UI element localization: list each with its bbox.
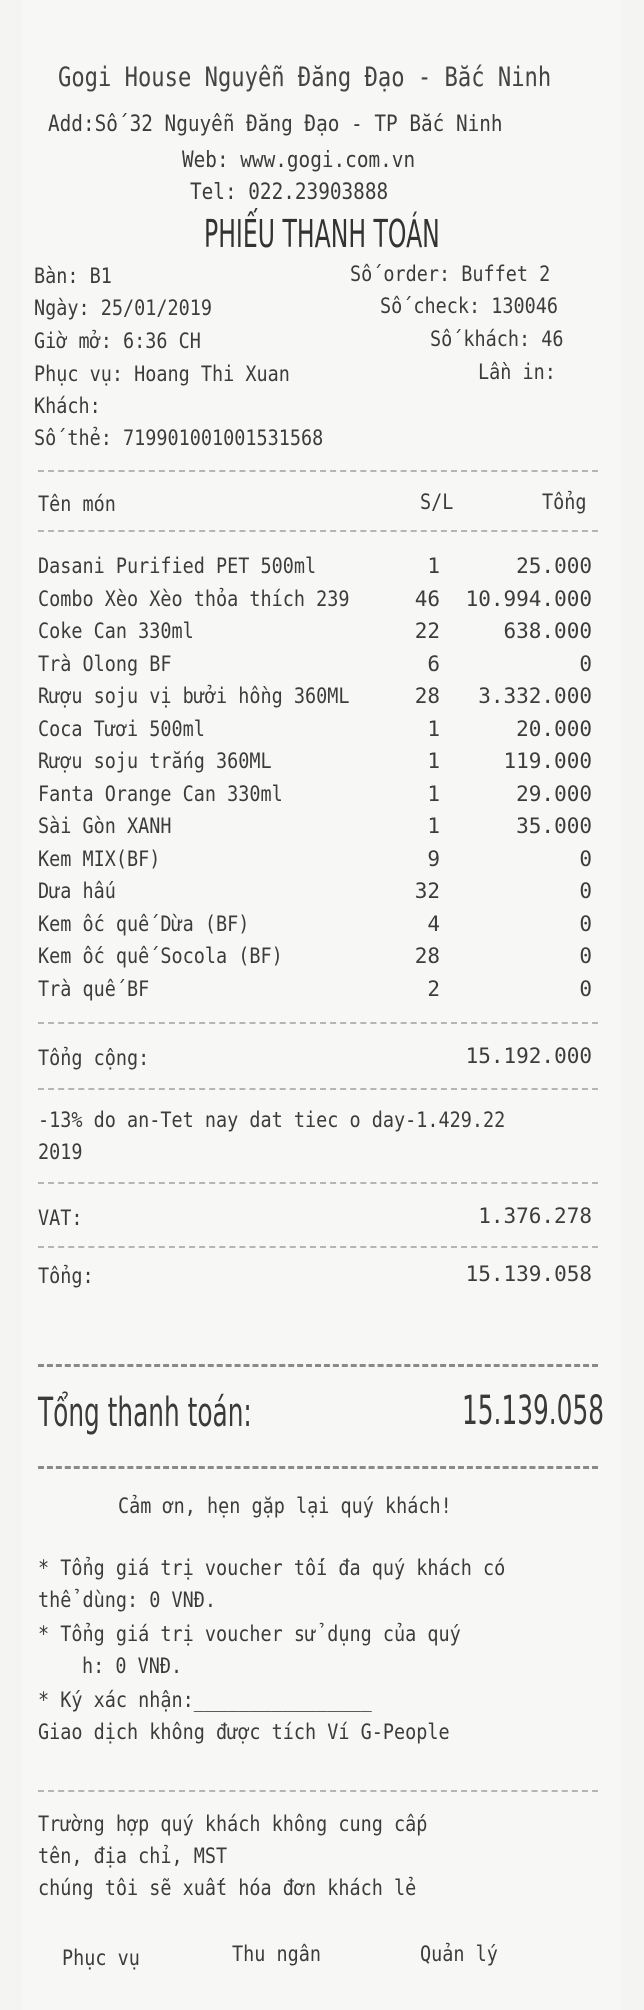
item-qty: 1 [427, 782, 440, 806]
item-name: Kem MIX(BF) [38, 847, 161, 871]
card-number: Số thẻ: 719901001001531568 [34, 426, 324, 450]
item-qty: 6 [427, 652, 440, 676]
subtotal-value: 15.192.000 [465, 1044, 592, 1068]
customer: Khách: [34, 394, 101, 418]
item-total: 0 [579, 879, 592, 903]
item-total: 638.000 [503, 619, 592, 643]
item-qty: 9 [427, 847, 440, 871]
item-qty: 22 [414, 619, 440, 643]
print-count: Lần in: [478, 360, 556, 384]
item-total: 3.332.000 [478, 684, 592, 708]
vat-value: 1.376.278 [478, 1204, 592, 1228]
item-total: 0 [579, 847, 592, 871]
store-web: Web: www.gogi.com.vn [182, 148, 416, 173]
total-value: 15.139.058 [465, 1262, 592, 1286]
grand-total-label: Tổng thanh toán: [38, 1390, 252, 1436]
guest-count: Số khách: 46 [430, 327, 564, 351]
open-time: Giờ mở: 6:36 CH [34, 329, 201, 353]
date: Ngày: 25/01/2019 [34, 296, 213, 320]
item-name: Trà quế BF [38, 977, 150, 1001]
item-qty: 1 [427, 749, 440, 773]
item-total: 0 [579, 912, 592, 936]
divider [38, 1790, 598, 1792]
invoice-note-2: tên, địa chỉ, MST [38, 1844, 228, 1868]
item-name: Rượu soju vị bưởi hồng 360ML [38, 684, 350, 708]
thank-you: Cảm ơn, hẹn gặp lại quý khách! [118, 1494, 452, 1518]
discount-line-2: 2019 [38, 1140, 83, 1164]
item-name: Sài Gòn XANH [38, 814, 172, 838]
grand-total-value: 15.139.058 [462, 1388, 604, 1434]
item-qty: 1 [427, 554, 440, 578]
divider [38, 1088, 598, 1090]
item-qty: 2 [427, 977, 440, 1001]
divider [38, 1246, 598, 1248]
item-total: 29.000 [516, 782, 592, 806]
item-name: Dasani Purified PET 500ml [38, 554, 317, 578]
receipt-title: PHIẾU THANH TOÁN [204, 212, 440, 256]
store-tel: Tel: 022.23903888 [190, 180, 389, 205]
item-qty: 1 [427, 717, 440, 741]
item-name: Coca Tươi 500ml [38, 717, 205, 741]
item-qty: 28 [414, 944, 440, 968]
server-name: Phục vụ: Hoang Thi Xuan [34, 362, 290, 386]
store-name: Gogi House Nguyễn Đăng Đạo - Bắc Ninh [58, 62, 552, 93]
col-header-name: Tên món [38, 492, 116, 516]
subtotal-label: Tổng cộng: [38, 1046, 150, 1070]
item-name: Fanta Orange Can 330ml [38, 782, 283, 806]
voucher-used-2: h: 0 VNĐ. [82, 1654, 183, 1678]
item-total: 0 [579, 977, 592, 1001]
g-people-note: Giao dịch không được tích Ví G-People [38, 1720, 450, 1744]
item-qty: 32 [414, 879, 440, 903]
item-total: 119.000 [503, 749, 592, 773]
voucher-max-2: thể dùng: 0 VNĐ. [38, 1588, 217, 1612]
item-name: Coke Can 330ml [38, 619, 194, 643]
item-qty: 28 [414, 684, 440, 708]
order-number: Số order: Buffet 2 [350, 262, 551, 286]
sig-server: Phục vụ [62, 1946, 140, 1970]
vat-label: VAT: [38, 1206, 83, 1230]
check-number: Số check: 130046 [380, 294, 559, 318]
divider [38, 1182, 598, 1184]
voucher-used: * Tổng giá trị voucher sử dụng của quý [38, 1622, 461, 1646]
item-qty: 46 [414, 587, 440, 611]
item-total: 0 [579, 944, 592, 968]
item-total: 35.000 [516, 814, 592, 838]
item-qty: 4 [427, 912, 440, 936]
voucher-max: * Tổng giá trị voucher tối đa quý khách có [38, 1556, 506, 1580]
item-name: Rượu soju trắng 360ML [38, 749, 272, 773]
item-qty: 1 [427, 814, 440, 838]
item-name: Combo Xèo Xèo thỏa thích 239 [38, 587, 350, 611]
divider [38, 1466, 598, 1469]
divider [38, 1022, 598, 1024]
item-name: Dưa hấu [38, 879, 116, 903]
store-address: Add:Số 32 Nguyễn Đăng Đạo - TP Bắc Ninh [48, 112, 503, 137]
item-total: 20.000 [516, 717, 592, 741]
discount-line: -13% do an-Tet nay dat tiec o day-1.429.22 [38, 1108, 506, 1132]
signature-line: * Ký xác nhận:________________ [38, 1688, 372, 1712]
sig-manager: Quản lý [420, 1942, 498, 1966]
item-total: 25.000 [516, 554, 592, 578]
item-name: Kem ốc quế Dừa (BF) [38, 912, 250, 936]
invoice-note-3: chúng tôi sẽ xuất hóa đơn khách lẻ [38, 1876, 417, 1900]
table-number: Bàn: B1 [34, 264, 112, 288]
item-total: 0 [579, 652, 592, 676]
item-total: 10.994.000 [465, 587, 592, 611]
receipt [22, 0, 622, 2010]
total-label: Tổng: [38, 1264, 94, 1288]
divider [38, 530, 598, 532]
divider [38, 470, 598, 472]
sig-cashier: Thu ngân [232, 1942, 322, 1966]
divider [38, 1364, 598, 1367]
item-name: Kem ốc quế Socola (BF) [38, 944, 283, 968]
invoice-note-1: Trường hợp quý khách không cung cấp [38, 1812, 428, 1836]
col-header-total: Tổng [542, 490, 587, 514]
item-name: Trà Olong BF [38, 652, 172, 676]
col-header-qty: S/L [420, 490, 454, 514]
